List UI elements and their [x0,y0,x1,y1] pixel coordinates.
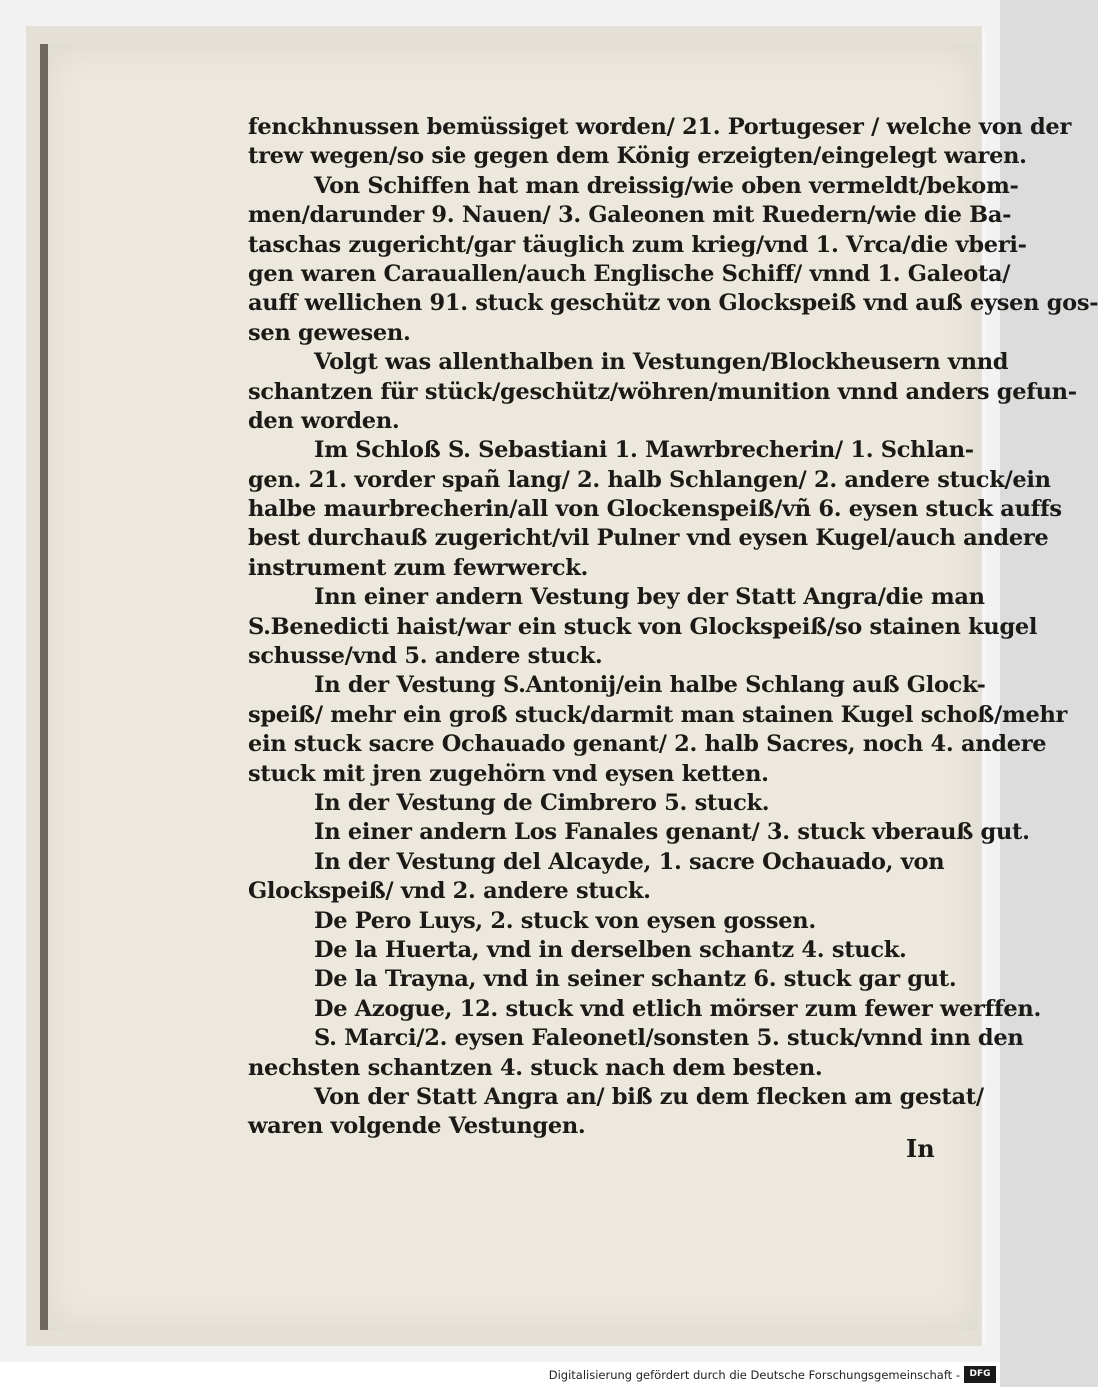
text-line: stuck mit jren zugehörn vnd eysen ketten. [248,760,769,787]
text-line: waren volgende Vestungen. [248,1113,586,1140]
catchword: In [906,1134,935,1163]
text-line: auff wellichen 91. stuck geschütz von Glockspeiß vnd auß eysen gos- [248,290,1098,317]
text-line: ein stuck sacre Ochauado genant/ 2. halb Sacres, noch 4. andere [248,731,1047,758]
text-line: Volgt was allenthalben in Vestungen/Blockheusern vnnd [314,349,1009,376]
text-line: Glockspeiß/ vnd 2. andere stuck. [248,878,651,905]
text-line: halbe maurbrecherin/all von Glockenspeiß/vñ 6. eysen stuck auffs [248,496,1062,523]
text-line: nechsten schantzen 4. stuck nach dem besten. [248,1054,823,1081]
text-line: gen. 21. vorder spañ lang/ 2. halb Schlangen/ 2. andere stuck/ein [248,466,1051,493]
text-line: In der Vestung S.Antonij/ein halbe Schlang auß Glock- [314,672,986,699]
dfg-logo-icon: DFG [964,1366,996,1383]
text-line: De Pero Luys, 2. stuck von eysen gossen. [314,907,816,934]
text-line: gen waren Carauallen/auch Englische Schiff/ vnnd 1. Galeota/ [248,260,1011,287]
text-line: De la Trayna, vnd in seiner schantz 6. stuck gar gut. [314,966,957,993]
text-line: sen gewesen. [248,319,411,346]
text-line: speiß/ mehr ein groß stuck/darmit man stainen Kugel schoß/mehr [248,701,1068,728]
text-line: S.Benedicti haist/war ein stuck von Glockspeiß/so stainen kugel [248,613,1038,640]
text-line: den worden. [248,407,400,434]
page-edge [40,44,48,1330]
text-line: best durchauß zugericht/vil Pulner vnd eysen Kugel/auch andere [248,525,1049,552]
text-line: In einer andern Los Fanales genant/ 3. stuck vberauß gut. [314,819,1030,846]
text-line: Von der Statt Angra an/ biß zu dem flecken am gestat/ [314,1083,984,1110]
footer-bar [0,1362,1000,1387]
text-line: trew wegen/so sie gegen dem König erzeigten/eingelegt waren. [248,143,1027,170]
text-line: Im Schloß S. Sebastiani 1. Mawrbrecherin/ 1. Schlan- [314,437,974,464]
text-line: schusse/vnd 5. andere stuck. [248,643,603,670]
text-line: schantzen für stück/geschütz/wöhren/munition vnnd anders gefun- [248,378,1077,405]
text-line: fenckhnussen bemüssiget worden/ 21. Portugeser / welche von der [248,114,1072,140]
text-line: taschas zugericht/gar täuglich zum krieg/vnd 1. Vrca/die vberi- [248,231,1027,258]
text-line: In der Vestung de Cimbrero 5. stuck. [314,789,770,816]
text-line: Von Schiffen hat man dreissig/wie oben vermeldt/bekom- [314,172,1019,199]
text-line: S. Marci/2. eysen Faleonetl/sonsten 5. stuck/vnnd inn den [314,1025,1024,1052]
page-text [248,112,1098,1141]
text-line: De la Huerta, vnd in derselben schantz 4. stuck. [314,936,907,963]
text-line: De Azogue, 12. stuck vnd etlich mörser zum fewer werffen. [314,995,1041,1022]
text-line: In der Vestung del Alcayde, 1. sacre Ochauado, von [314,848,945,875]
funding-notice: Digitalisierung gefördert durch die Deutsche Forschungsgemeinschaft - [548,1368,960,1382]
text-line: Inn einer andern Vestung bey der Statt Angra/die man [314,584,985,611]
text-line: men/darunder 9. Nauen/ 3. Galeonen mit Ruedern/wie die Ba- [248,202,1012,229]
text-line: instrument zum fewrwerck. [248,554,589,581]
